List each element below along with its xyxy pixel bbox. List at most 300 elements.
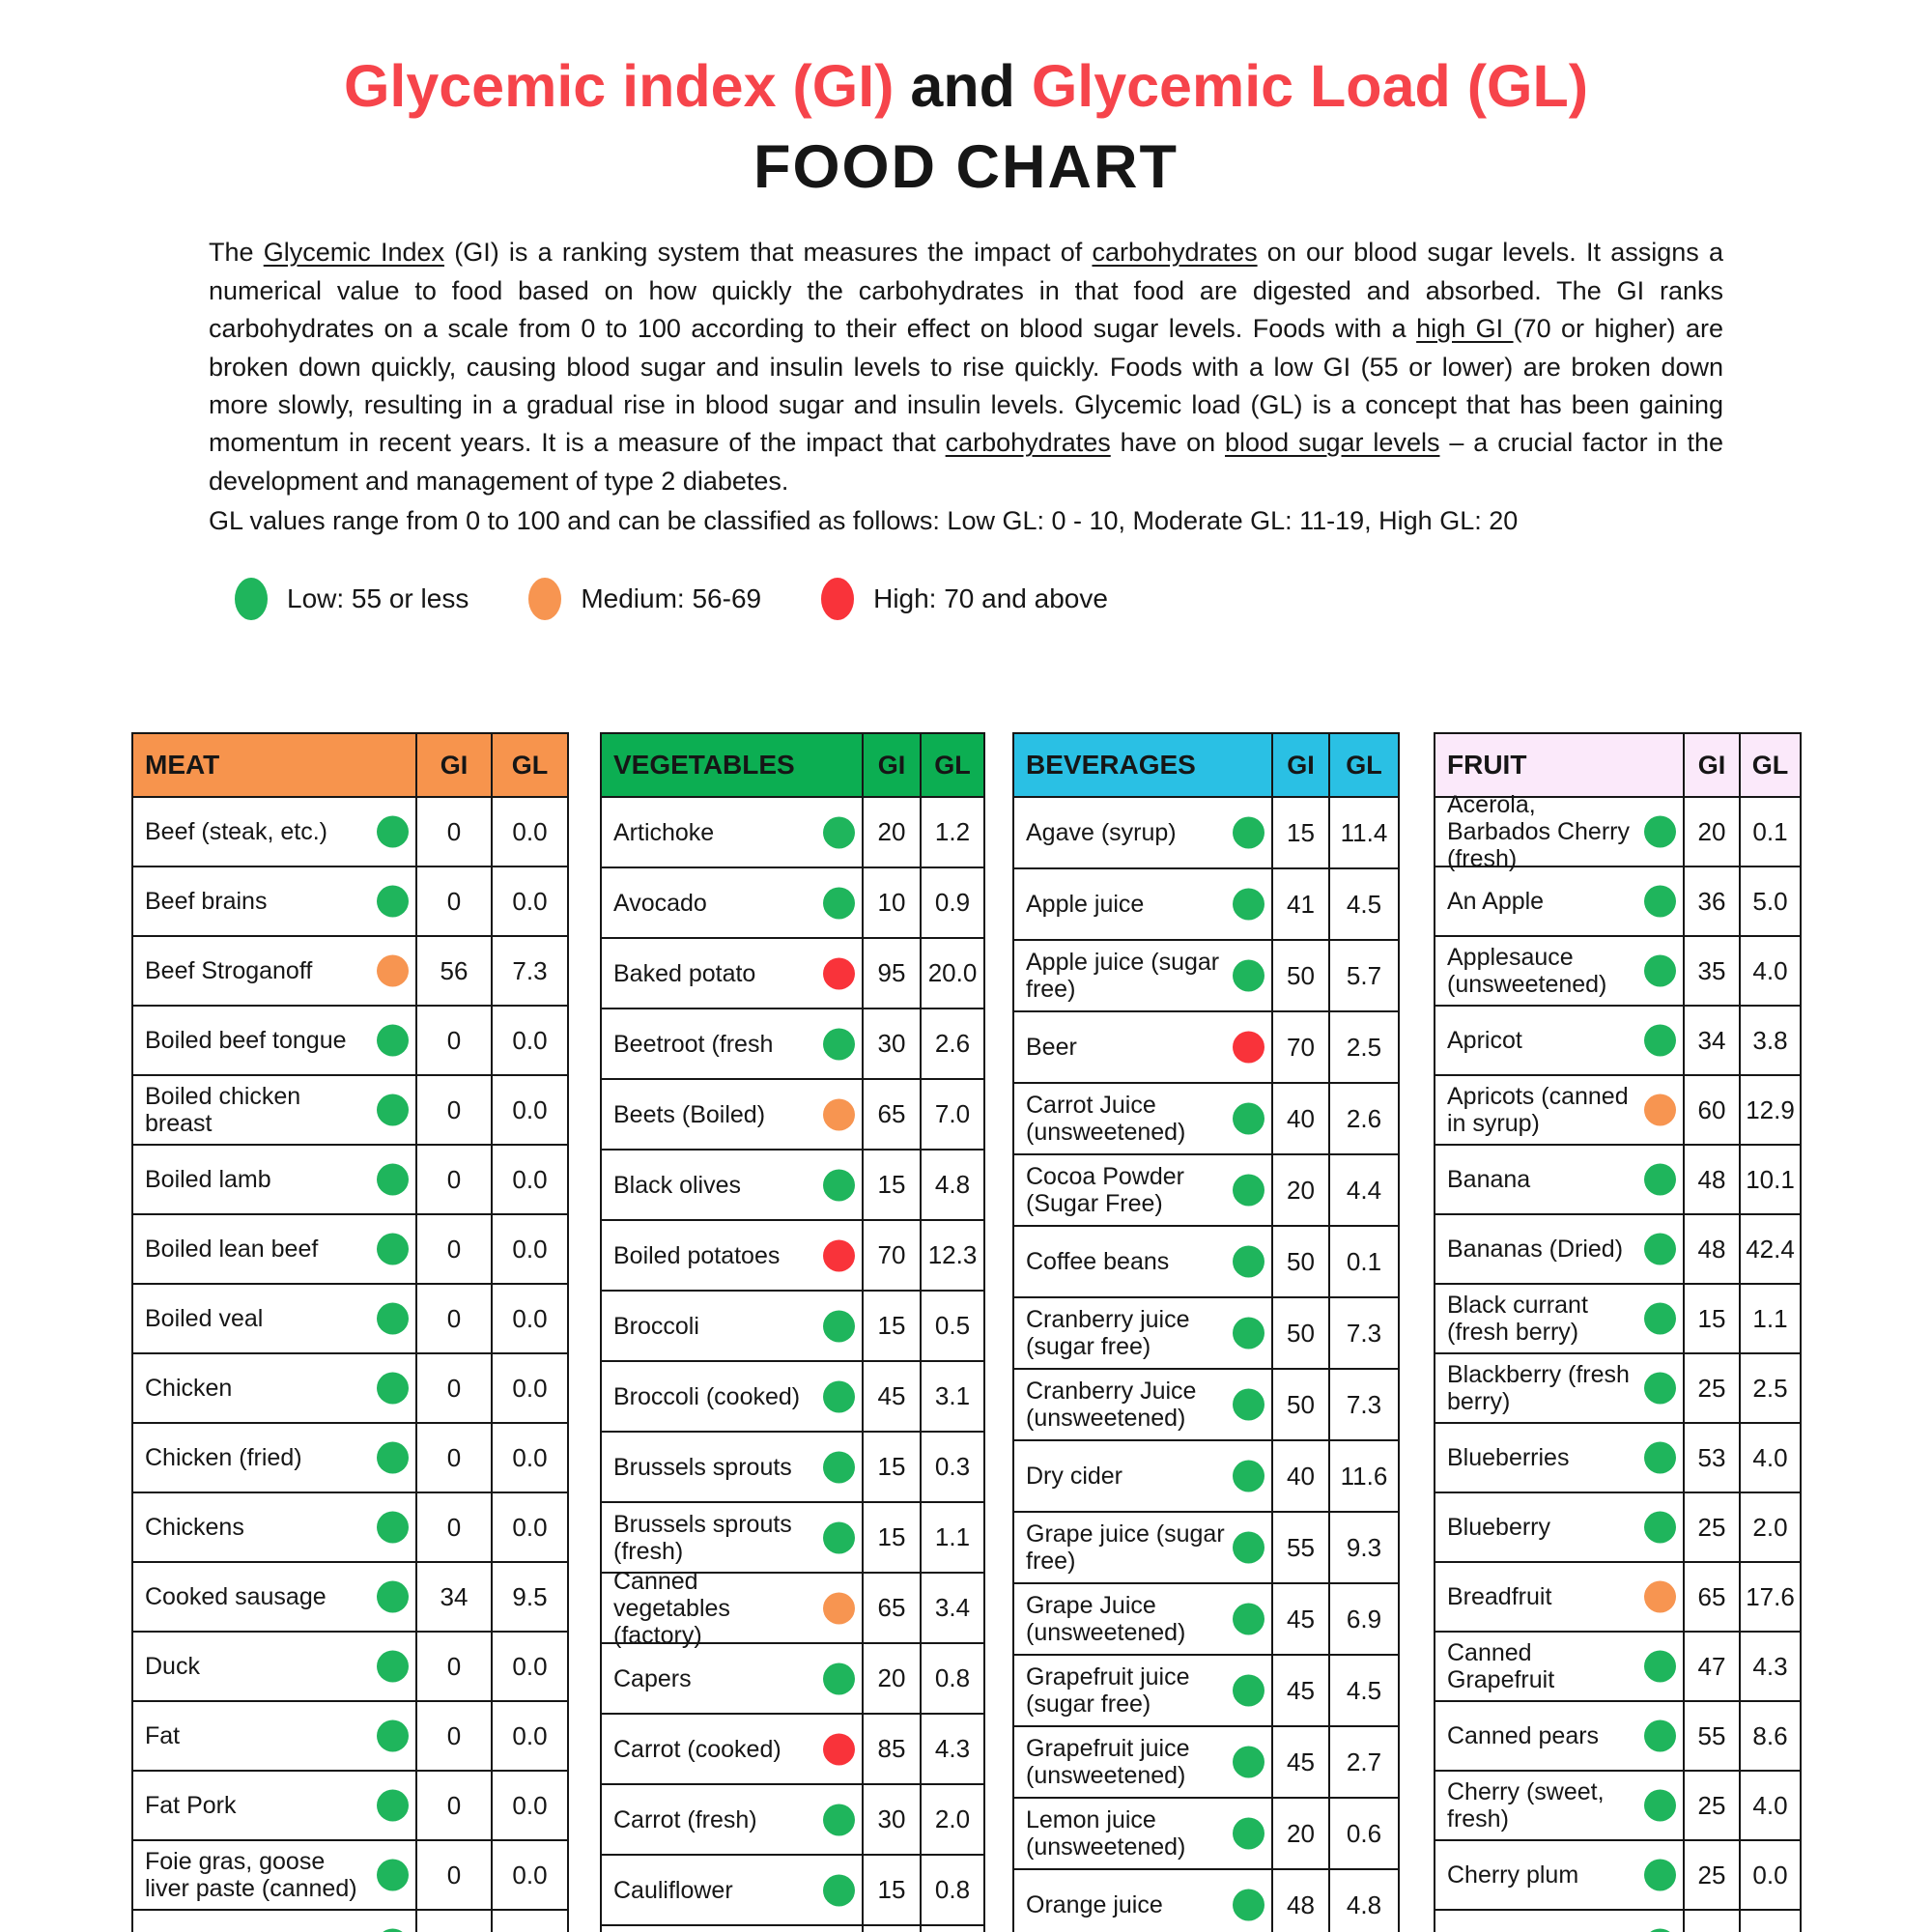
table-row [1435, 935, 1800, 1005]
food-label-cell [1435, 1841, 1683, 1909]
food-label: Cauliflower [613, 1876, 733, 1904]
food-label-cell [133, 1702, 415, 1770]
table-title: MEAT [145, 750, 220, 780]
gl-value: 0.0 [491, 867, 567, 935]
gl-value: 0.6 [1328, 1799, 1398, 1868]
table-title: VEGETABLES [613, 750, 795, 780]
gi-value: 70 [862, 1221, 920, 1290]
food-label: An Apple [1447, 888, 1545, 915]
gi-value: 20 [1271, 1155, 1328, 1225]
red-level-dot [823, 957, 855, 989]
green-level-dot [823, 1804, 855, 1835]
table-row [602, 1290, 983, 1360]
food-label: Chickens [145, 1514, 244, 1541]
green-level-dot [1644, 886, 1676, 918]
food-label-cell [1014, 1012, 1271, 1082]
food-label: Grape juice (sugar free) [1026, 1520, 1225, 1575]
table-row [1014, 1582, 1398, 1654]
gl-value: 3.1 [920, 1362, 983, 1431]
intro-text: The [209, 238, 264, 268]
food-label-cell [1014, 1084, 1271, 1153]
intro-text: (70 or higher) are broken down quickly, causing blood sugar and insulin levels to rise quickly. Foods with a low GI (55 or lower) are broken down more slowly, resulting in a gradual rise in blood sugar and insulin levels. Glycemic load (GL) is a concept that has been gaining momentum in recent years. It is a measure of the impact that [209, 314, 1723, 458]
table-row [1435, 1770, 1800, 1839]
table-row [133, 866, 567, 935]
legend-item-medium [528, 578, 761, 620]
food-label-cell [602, 1715, 862, 1783]
gi-value: 45 [1271, 1727, 1328, 1797]
food-label: Duck [145, 1653, 200, 1680]
food-label-cell [1435, 937, 1683, 1005]
gi-value: 0 [415, 1076, 491, 1144]
green-level-dot [1233, 1103, 1264, 1135]
table-row [133, 1352, 567, 1422]
food-label-cell [133, 1841, 415, 1909]
food-label: Beef brains [145, 888, 268, 915]
table-row [1435, 1909, 1800, 1932]
table-row [1014, 1225, 1398, 1296]
table-row [1014, 796, 1398, 867]
green-level-dot [1644, 1442, 1676, 1474]
green-level-dot [1233, 817, 1264, 849]
gi-value: 41 [1271, 869, 1328, 939]
food-label: Dry cider [1026, 1463, 1123, 1490]
gl-value [1739, 1911, 1800, 1932]
green-level-dot [377, 1025, 409, 1057]
gl-value: 0.0 [491, 1146, 567, 1213]
green-level-dot [1233, 1604, 1264, 1635]
red-level-dot [823, 1239, 855, 1271]
food-label: Boiled potatoes [613, 1241, 781, 1269]
food-label-cell [602, 798, 862, 867]
gi-value: 34 [1683, 1007, 1739, 1074]
gl-value: 0.0 [491, 1841, 567, 1909]
gl-value: 9.5 [491, 1563, 567, 1631]
food-label: Blueberries [1447, 1444, 1570, 1471]
gl-value: 7.3 [1328, 1370, 1398, 1439]
gi-value: 95 [862, 939, 920, 1008]
gi-value: 20 [862, 798, 920, 867]
food-label: Broccoli (cooked) [613, 1382, 801, 1410]
gi-value: 70 [1271, 1012, 1328, 1082]
table-row [1014, 1010, 1398, 1082]
food-label: Broccoli [613, 1312, 699, 1340]
food-label-cell [1014, 1656, 1271, 1725]
gl-value: 9.3 [1328, 1513, 1398, 1582]
food-label-cell [133, 1772, 415, 1839]
food-label-cell [133, 1354, 415, 1422]
gl-value: 5.0 [1739, 867, 1800, 935]
table-header-meat [133, 734, 567, 796]
legend [235, 578, 1932, 620]
food-label-cell [1435, 1911, 1683, 1932]
table-row [602, 1713, 983, 1783]
food-label-cell [1014, 1227, 1271, 1296]
green-level-dot [823, 1451, 855, 1483]
food-label-cell [602, 1785, 862, 1854]
intro-section [209, 234, 1723, 540]
green-level-dot [1644, 816, 1676, 848]
food-label-cell [1435, 1563, 1683, 1631]
gl-value: 11.4 [1328, 798, 1398, 867]
gi-value: 56 [415, 937, 491, 1005]
table-header-veg [602, 734, 983, 796]
table-row [133, 1283, 567, 1352]
gl-value: 4.4 [1328, 1155, 1398, 1225]
green-level-dot [823, 1521, 855, 1553]
gl-value: 0.0 [491, 1285, 567, 1352]
green-level-dot [1233, 1747, 1264, 1778]
table-row [602, 1567, 983, 1649]
green-level-dot [1233, 1175, 1264, 1207]
table-row [602, 796, 983, 867]
table-meat [131, 732, 569, 1932]
food-label: Beets (Boiled) [613, 1100, 766, 1128]
gl-value: 0.0 [491, 1633, 567, 1700]
gl-value: 4.0 [1739, 1424, 1800, 1492]
table-row [602, 937, 983, 1008]
green-level-dot [823, 1169, 855, 1201]
gi-value: 30 [862, 1785, 920, 1854]
green-level-dot [1644, 955, 1676, 987]
gi-value: 65 [862, 1574, 920, 1642]
orange-level-dot [1644, 1581, 1676, 1613]
food-label-cell [1014, 1298, 1271, 1368]
table-row [133, 1631, 567, 1700]
food-label: Blackberry (fresh berry) [1447, 1361, 1630, 1415]
gi-value: 48 [1683, 1146, 1739, 1213]
food-label: Fat Pork [145, 1792, 237, 1819]
column-header-gi: GI [1683, 734, 1739, 796]
intro-text: on our blood sugar levels. It assigns a numerical value to food based on how quickly the carbohydrates in that food are digested and absorbed. The GI ranks carbohydrates on a scale from 0 to 100 according to their effect on blood sugar levels. Foods with a [209, 238, 1723, 344]
green-level-dot [377, 1581, 409, 1613]
gl-value: 2.6 [1328, 1084, 1398, 1153]
food-label-cell [1014, 1370, 1271, 1439]
food-label-cell [133, 1076, 415, 1144]
page-subtitle: FOOD CHART [753, 133, 1179, 202]
gi-value: 55 [1271, 1513, 1328, 1582]
gi-value: 65 [1683, 1563, 1739, 1631]
green-level-dot [1233, 1461, 1264, 1492]
food-label: Grapefruit juice (unsweetened) [1026, 1735, 1190, 1789]
food-label-cell [1014, 1727, 1271, 1797]
gi-value: 40 [1271, 1084, 1328, 1153]
column-header-gl: GL [491, 734, 567, 796]
gi-value: 0 [415, 1285, 491, 1352]
table-row [602, 1924, 983, 1932]
table-row [602, 1783, 983, 1854]
gi-value: 0 [415, 1493, 491, 1561]
green-level-dot [377, 1790, 409, 1822]
table-row [1014, 1296, 1398, 1368]
green-level-dot [377, 1094, 409, 1126]
table-row [1435, 1700, 1800, 1770]
food-label-cell [1435, 1007, 1683, 1074]
table-row [1435, 1005, 1800, 1074]
green-level-dot [1233, 889, 1264, 921]
food-label-cell [133, 798, 415, 866]
food-label-cell [602, 1292, 862, 1360]
food-label-cell [1014, 1799, 1271, 1868]
table-row [602, 1360, 983, 1431]
food-label-cell [1435, 1772, 1683, 1839]
gl-value: 0.8 [920, 1644, 983, 1713]
food-label: Grape Juice (unsweetened) [1026, 1592, 1186, 1646]
green-level-dot [1233, 1675, 1264, 1707]
table-row [1435, 1283, 1800, 1352]
column-header-gi: GI [415, 734, 491, 796]
green-level-dot [1644, 1303, 1676, 1335]
food-label: Brussels sprouts [613, 1453, 792, 1481]
food-label-cell [133, 1215, 415, 1283]
table-row [1435, 866, 1800, 935]
gl-value: 0.0 [491, 1354, 567, 1422]
gi-value: 15 [862, 1856, 920, 1924]
table-row [1014, 1725, 1398, 1797]
table-row [133, 1839, 567, 1909]
gl-value: 0.0 [491, 1702, 567, 1770]
food-label-cell [602, 1567, 862, 1649]
legend-label: Medium: 56-69 [581, 582, 762, 613]
table-row [133, 1005, 567, 1074]
gi-value: 45 [1271, 1584, 1328, 1654]
gl-value: 0.0 [1739, 1841, 1800, 1909]
intro-text: (GI) is a ranking system that measures the impact of [444, 238, 1093, 268]
green-level-dot [823, 1310, 855, 1342]
table-row [1435, 1213, 1800, 1283]
green-level-dot [823, 1380, 855, 1412]
food-label-cell [1014, 1155, 1271, 1225]
green-level-dot [377, 1720, 409, 1752]
green-level-dot [1644, 1164, 1676, 1196]
gi-value: 0 [415, 1007, 491, 1074]
food-label: Canned vegetables (factory) [613, 1567, 730, 1649]
green-level-dot [377, 1303, 409, 1335]
gi-value: 48 [1683, 1215, 1739, 1283]
food-label: Breadfruit [1447, 1583, 1552, 1610]
food-label: Boiled lamb [145, 1166, 271, 1193]
food-label-cell [602, 1856, 862, 1924]
high-level-dot [821, 578, 854, 620]
table-row [133, 1561, 567, 1631]
table-row [133, 1700, 567, 1770]
gl-value: 3.8 [1739, 1007, 1800, 1074]
green-level-dot [1233, 1532, 1264, 1564]
food-label: Canned pears [1447, 1722, 1600, 1749]
food-label-cell [133, 1563, 415, 1631]
food-label: Boiled lean beef [145, 1236, 319, 1263]
gl-value [920, 1926, 983, 1932]
table-title: FRUIT [1447, 750, 1527, 780]
table-row [602, 1078, 983, 1149]
table-row [133, 1074, 567, 1144]
table-row [1014, 1654, 1398, 1725]
low-level-dot [235, 578, 268, 620]
underlined-term: carbohydrates [1092, 238, 1258, 268]
page-title [0, 54, 1932, 119]
food-label-cell [133, 937, 415, 1005]
gl-value: 0.1 [1739, 798, 1800, 866]
food-label-cell [1435, 1633, 1683, 1700]
gi-value: 25 [1683, 1841, 1739, 1909]
gi-value: 10 [862, 868, 920, 937]
gl-value: 0.0 [491, 798, 567, 866]
gl-value: 4.8 [920, 1151, 983, 1219]
gi-value: 15 [862, 1292, 920, 1360]
gl-value: 1.1 [920, 1503, 983, 1572]
food-label-cell [133, 1911, 415, 1932]
food-label: Brussels sprouts (fresh) [613, 1510, 792, 1565]
title-black-part: and [894, 53, 1032, 119]
green-level-dot [1233, 1889, 1264, 1921]
gl-value: 0.0 [491, 1424, 567, 1492]
gl-value: 0.9 [920, 868, 983, 937]
food-label: Cranberry Juice (unsweetened) [1026, 1378, 1197, 1432]
gi-value: 65 [862, 1080, 920, 1149]
table-row [602, 1431, 983, 1501]
food-label: Chicken [145, 1375, 233, 1402]
table-row [1014, 939, 1398, 1010]
food-label: Apricots (canned in syrup) [1447, 1083, 1629, 1137]
gl-value: 0.0 [491, 1772, 567, 1839]
food-label-cell [1435, 1354, 1683, 1422]
table-row [1014, 1868, 1398, 1932]
gi-value: 55 [1683, 1702, 1739, 1770]
table-row [1014, 867, 1398, 939]
green-level-dot [1233, 1389, 1264, 1421]
red-level-dot [823, 1733, 855, 1765]
orange-level-dot [377, 955, 409, 987]
green-level-dot [377, 1929, 409, 1932]
gi-value: 36 [1683, 867, 1739, 935]
food-label-cell [133, 1633, 415, 1700]
gl-value: 12.9 [1739, 1076, 1800, 1144]
column-header-gi: GI [1271, 734, 1328, 796]
table-row [1435, 1352, 1800, 1422]
legend-label: Low: 55 or less [287, 582, 469, 613]
food-label-cell [1435, 1493, 1683, 1561]
table-row [133, 1770, 567, 1839]
underlined-term: carbohydrates [945, 428, 1111, 458]
gl-value: 1.2 [920, 798, 983, 867]
gl-value: 0.3 [920, 1433, 983, 1501]
food-label: Canned Grapefruit [1447, 1639, 1555, 1693]
green-level-dot [377, 1373, 409, 1405]
gi-value: 0 [415, 1215, 491, 1283]
food-label: Boiled beef tongue [145, 1027, 347, 1054]
gi-value: 0 [415, 1702, 491, 1770]
food-label-cell [1014, 1441, 1271, 1511]
food-label: Beer [1026, 1034, 1077, 1061]
gi-value: 25 [1683, 1772, 1739, 1839]
gl-value: 0.0 [491, 1493, 567, 1561]
table-row [1014, 1082, 1398, 1153]
gl-value: 7.0 [920, 1080, 983, 1149]
table-row [602, 1219, 983, 1290]
medium-level-dot [528, 578, 561, 620]
gl-value: 20.0 [920, 939, 983, 1008]
table-row [133, 935, 567, 1005]
food-label: Carrot Juice (unsweetened) [1026, 1092, 1186, 1146]
food-label-cell [602, 1926, 862, 1932]
gi-value: 15 [862, 1433, 920, 1501]
food-label-cell [133, 1146, 415, 1213]
green-level-dot [1644, 1025, 1676, 1057]
food-label: Apple juice (sugar free) [1026, 949, 1220, 1003]
green-level-dot [377, 816, 409, 848]
green-level-dot [823, 1028, 855, 1060]
table-row [133, 1144, 567, 1213]
gl-value: 10.1 [1739, 1146, 1800, 1213]
column-header-gi: GI [862, 734, 920, 796]
table-header-bev [1014, 734, 1398, 796]
table-row [1435, 1492, 1800, 1561]
legend-label: High: 70 and above [873, 582, 1108, 613]
gl-value: 7.3 [1328, 1298, 1398, 1368]
food-label: Coffee beans [1026, 1248, 1170, 1275]
table-row [1435, 1561, 1800, 1631]
food-label: Foie gras, goose liver paste (canned) [145, 1848, 357, 1902]
food-label-cell [1014, 798, 1271, 867]
legend-item-high [821, 578, 1108, 620]
gi-value [1683, 1911, 1739, 1932]
food-label: Applesauce (unsweetened) [1447, 944, 1607, 998]
green-level-dot [1644, 1720, 1676, 1752]
gi-value: 53 [1683, 1424, 1739, 1492]
green-level-dot [823, 1874, 855, 1906]
gi-value: 15 [862, 1503, 920, 1572]
gl-value: 4.0 [1739, 937, 1800, 1005]
gi-value: 15 [862, 1151, 920, 1219]
food-label-cell [133, 1493, 415, 1561]
legend-item-low [235, 578, 469, 620]
food-label-cell [133, 1424, 415, 1492]
gi-value: 60 [1683, 1076, 1739, 1144]
gl-value: 2.5 [1328, 1012, 1398, 1082]
green-level-dot [1644, 1651, 1676, 1683]
food-label-cell [602, 1221, 862, 1290]
table-row [133, 1492, 567, 1561]
gl-value: 2.0 [920, 1785, 983, 1854]
green-level-dot [1644, 1373, 1676, 1405]
title-red-part1: Glycemic index (GI) [343, 53, 895, 119]
gi-value: 0 [415, 1772, 491, 1839]
gi-value: 85 [862, 1715, 920, 1783]
green-level-dot [1644, 1234, 1676, 1265]
table-bev [1012, 732, 1400, 1932]
table-row [1435, 1074, 1800, 1144]
green-level-dot [1644, 1512, 1676, 1544]
column-header-gl: GL [1739, 734, 1800, 796]
green-level-dot [1233, 1818, 1264, 1850]
food-label: Apricot [1447, 1027, 1522, 1054]
green-level-dot [377, 1442, 409, 1474]
gi-value [862, 1926, 920, 1932]
table-row [1435, 1144, 1800, 1213]
gi-value: 0 [415, 1354, 491, 1422]
food-label: Cherry (sweet, fresh) [1447, 1778, 1605, 1833]
food-label: Apple juice [1026, 891, 1145, 918]
food-label: Blueberry [1447, 1514, 1550, 1541]
table-row [602, 867, 983, 937]
green-level-dot [1644, 1929, 1676, 1932]
gi-value: 50 [1271, 941, 1328, 1010]
food-label: Bananas (Dried) [1447, 1236, 1624, 1263]
gl-values-note: GL values range from 0 to 100 and can be classified as follows: Low GL: 0 - 10, Moderate GL: 11-19, High GL: 20 [209, 506, 1519, 536]
food-label: Orange juice [1026, 1891, 1163, 1918]
gi-value: 0 [415, 1146, 491, 1213]
green-level-dot [1644, 1790, 1676, 1822]
gi-value: 47 [1683, 1633, 1739, 1700]
